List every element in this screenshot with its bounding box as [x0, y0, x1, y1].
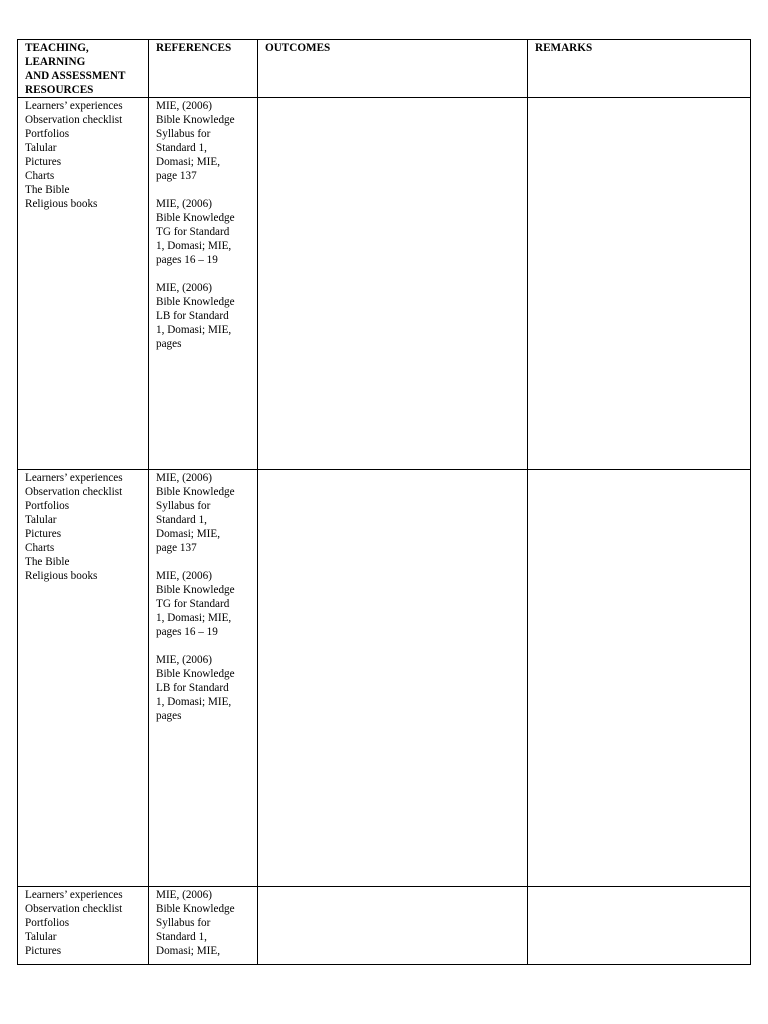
resource-item: Charts	[25, 170, 55, 182]
reference-spacer	[156, 183, 254, 197]
resource-item: Learners’ experiences	[25, 889, 123, 901]
resource-item: Learners’ experiences	[25, 100, 123, 112]
remarks-cell	[528, 470, 751, 887]
reference-line: LB for Standard	[156, 310, 229, 322]
reference-line: Syllabus for	[156, 128, 211, 140]
reference-line: 1, Domasi; MIE,	[156, 696, 232, 708]
resource-item: Religious books	[25, 570, 98, 582]
table-row	[18, 887, 751, 965]
header-resources-line: LEARNING	[25, 56, 86, 68]
reference-line: pages	[156, 338, 182, 350]
resources-cell	[18, 470, 149, 887]
header-remarks: REMARKS	[528, 40, 751, 98]
outcomes-cell	[258, 887, 528, 965]
reference-line: Bible Knowledge	[156, 114, 235, 126]
resource-item: Observation checklist	[25, 114, 123, 126]
resource-item: Portfolios	[25, 500, 70, 512]
reference-line: Domasi; MIE,	[156, 528, 221, 540]
references-cell	[149, 470, 258, 887]
reference-line: MIE, (2006)	[156, 472, 212, 484]
references-cell	[149, 98, 258, 470]
header-resources-line: TEACHING,	[25, 42, 89, 54]
resource-item: Pictures	[25, 528, 62, 540]
reference-spacer	[156, 639, 254, 653]
resource-item: Charts	[25, 542, 55, 554]
resource-item: Talular	[25, 142, 57, 154]
reference-line: TG for Standard	[156, 226, 230, 238]
reference-spacer	[156, 267, 254, 281]
resource-item: Observation checklist	[25, 486, 123, 498]
reference-line: MIE, (2006)	[156, 654, 212, 666]
resource-item: Pictures	[25, 156, 62, 168]
reference-line: Domasi; MIE,	[156, 945, 221, 957]
reference-line: 1, Domasi; MIE,	[156, 612, 232, 624]
reference-line: Bible Knowledge	[156, 668, 235, 680]
reference-line: 1, Domasi; MIE,	[156, 240, 232, 252]
reference-line: TG for Standard	[156, 598, 230, 610]
resources-cell	[18, 98, 149, 470]
resources-cell	[18, 887, 149, 965]
reference-line: Bible Knowledge	[156, 584, 235, 596]
header-resources-line: RESOURCES	[25, 84, 94, 96]
resource-item: Pictures	[25, 945, 62, 957]
resource-item: Observation checklist	[25, 903, 123, 915]
reference-line: 1, Domasi; MIE,	[156, 324, 232, 336]
table-row	[18, 98, 751, 470]
reference-line: MIE, (2006)	[156, 198, 212, 210]
reference-line: Bible Knowledge	[156, 212, 235, 224]
table-row	[18, 470, 751, 887]
remarks-cell	[528, 887, 751, 965]
resource-item: Talular	[25, 514, 57, 526]
resource-item: The Bible	[25, 556, 70, 568]
reference-line: Bible Knowledge	[156, 903, 235, 915]
header-resources	[18, 40, 149, 98]
reference-line: Syllabus for	[156, 500, 211, 512]
reference-line: MIE, (2006)	[156, 282, 212, 294]
reference-line: Standard 1,	[156, 514, 207, 526]
reference-line: pages 16 – 19	[156, 254, 218, 266]
header-resources-line: AND ASSESSMENT	[25, 70, 126, 82]
reference-line: pages	[156, 710, 182, 722]
reference-line: Bible Knowledge	[156, 486, 235, 498]
resource-item: Learners’ experiences	[25, 472, 123, 484]
reference-line: MIE, (2006)	[156, 889, 212, 901]
resource-item: Religious books	[25, 198, 98, 210]
reference-line: pages 16 – 19	[156, 626, 218, 638]
resources-table	[17, 39, 751, 965]
references-cell	[149, 887, 258, 965]
table-header-row	[18, 40, 751, 98]
resource-item: Portfolios	[25, 128, 70, 140]
outcomes-cell	[258, 98, 528, 470]
header-outcomes: OUTCOMES	[258, 40, 528, 98]
resource-item: Talular	[25, 931, 57, 943]
outcomes-cell	[258, 470, 528, 887]
reference-line: MIE, (2006)	[156, 570, 212, 582]
resource-item: Portfolios	[25, 917, 70, 929]
reference-line: Syllabus for	[156, 917, 211, 929]
reference-line: page 137	[156, 170, 197, 182]
reference-line: Standard 1,	[156, 142, 207, 154]
resource-item: The Bible	[25, 184, 70, 196]
remarks-cell	[528, 98, 751, 470]
reference-line: Domasi; MIE,	[156, 156, 221, 168]
reference-line: Standard 1,	[156, 931, 207, 943]
header-references: REFERENCES	[149, 40, 258, 98]
reference-line: page 137	[156, 542, 197, 554]
reference-line: LB for Standard	[156, 682, 229, 694]
reference-spacer	[156, 555, 254, 569]
reference-line: Bible Knowledge	[156, 296, 235, 308]
reference-line: MIE, (2006)	[156, 100, 212, 112]
